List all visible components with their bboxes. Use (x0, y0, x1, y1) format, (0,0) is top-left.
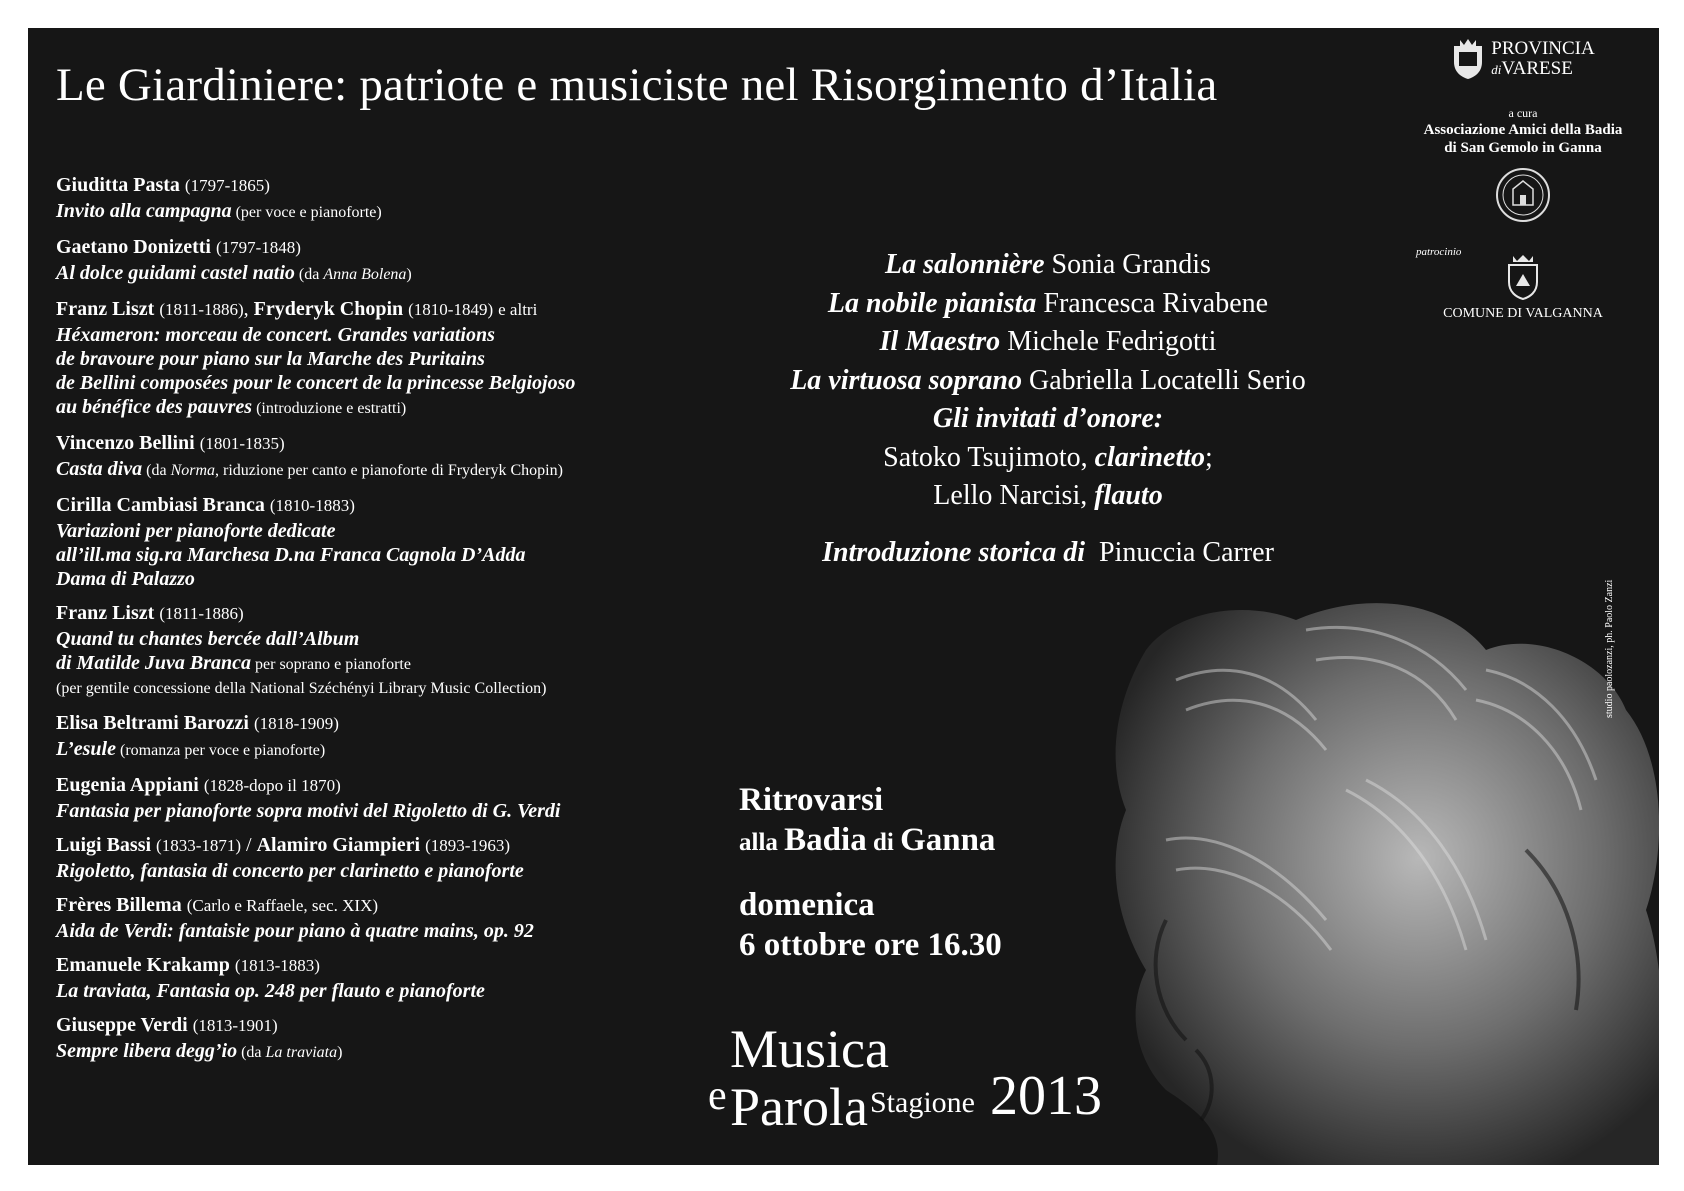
work-note: (da Anna Bolena) (294, 266, 412, 283)
guest-instrument: clarinetto (1094, 441, 1206, 473)
varese-text: VARESE (1501, 57, 1573, 79)
work-note: (introduzione e estratti) (252, 400, 407, 417)
performer-role: La virtuosa soprano (790, 364, 1023, 396)
a-cura-label: a cura (1508, 106, 1538, 120)
provincia-di-varese-logo (1398, 38, 1648, 80)
composer-extra: e altri (498, 300, 538, 319)
work-credit-note: (per gentile concessione della National Széchényi Library Music Collection) (56, 680, 547, 697)
program-item (56, 234, 756, 287)
event-day: domenica (739, 887, 875, 923)
work-title: L’esule (56, 738, 116, 760)
comune-di-valganna: COMUNE DI VALGANNA (1443, 306, 1603, 321)
historical-intro (718, 534, 1378, 573)
program-item (56, 430, 756, 483)
composer: Frères Billema (56, 894, 182, 916)
photo-credit: studio paolozanzi, ph. Paolo Zanzi (1604, 579, 1615, 718)
musica-e-parola-logo (708, 1018, 1158, 1165)
performer-role: La salonnière (885, 249, 1045, 280)
work-note: (per voce e pianoforte) (231, 204, 382, 221)
logo-stagione: Stagione (870, 1086, 975, 1119)
composer: Luigi Bassi (56, 834, 152, 856)
performer-name: Sonia Grandis (1044, 249, 1211, 280)
guests-heading: Gli invitati d’onore: (932, 403, 1164, 434)
program-item (56, 600, 756, 701)
concert-program (56, 172, 756, 1074)
composer-2-years: (1893-1963) (425, 836, 511, 855)
work-title: Invito alla campagna (56, 200, 232, 222)
statue-head-image (1106, 590, 1659, 1165)
performer-name: Francesca Rivabene (1036, 287, 1269, 319)
performer-role: La nobile pianista (827, 287, 1037, 319)
work-title: Fantasia per pianoforte sopra motivi del Rigoletto di G. Verdi (56, 800, 561, 822)
composer-years: (1797-1865) (184, 176, 270, 195)
program-item: Franz Liszt (1811-1886), Fryderyk Chopin (1810-1849) e altri Héxameron: morceau de concert. Grandes variations de bravoure pour piano sur la Marche des Puritains de Bellini composées pour le concert de la princesse Belgiojoso au bénéfice des pauvres (introduzione e estratti) (56, 296, 756, 421)
guest-instrument: flauto (1094, 480, 1163, 511)
work-title: La traviata, Fantasia op. 248 per flauto e pianoforte (56, 980, 485, 1002)
guest: Satoko Tsujimoto, clarinetto; (883, 441, 1213, 473)
performer (718, 362, 1378, 401)
intro-name: Pinuccia Carrer (1085, 536, 1274, 568)
composer-years: (1811-1886) (159, 300, 244, 319)
valganna-coat-of-arms-icon (1505, 254, 1541, 300)
program-item (56, 172, 756, 225)
logo-year: 2013 (990, 1065, 1102, 1127)
composer-years: (1801-1835) (199, 434, 285, 453)
work-title-line: di Matilde Juva Branca (56, 652, 252, 674)
work-title-line: au bénéfice des pauvres (56, 396, 253, 418)
guest-name: Lello Narcisi, (933, 480, 1095, 511)
composer: Eugenia Appiani (56, 774, 199, 796)
composer: Giuditta Pasta (56, 174, 180, 196)
association-seal-icon (1495, 167, 1551, 223)
composer: Vincenzo Bellini (56, 432, 195, 454)
di-text: di (1491, 61, 1502, 77)
composer-years: (1833-1871) (156, 836, 242, 855)
logo-parola: Parola (730, 1077, 868, 1137)
work-title-line: Dama di Palazzo (56, 568, 195, 590)
composer-years: (1797-1848) (215, 238, 301, 257)
provincia-text: PROVINCIA (1491, 37, 1595, 59)
program-item (56, 1012, 756, 1065)
association-name-1: Associazione Amici della Badia (1423, 122, 1623, 138)
program-item (56, 710, 756, 763)
composer: Elisa Beltrami Barozzi (56, 712, 249, 734)
composer: Franz Liszt (56, 602, 155, 624)
work-title: Sempre libera degg’io (56, 1040, 238, 1062)
composer-2: Alamiro Giampieri (256, 834, 421, 856)
event-line-1: Ritrovarsi (739, 782, 884, 818)
composer-years: (1811-1886) (159, 604, 244, 623)
work-title-line: Héxameron: morceau de concert. Grandes variations (56, 324, 495, 346)
composer-years: (Carlo e Raffaele, sec. XIX) (186, 896, 379, 915)
composer-years: (1813-1883) (234, 956, 320, 975)
event-info (739, 780, 1002, 965)
composer-years: (1813-1901) (192, 1016, 278, 1035)
program-item (56, 492, 756, 591)
composer-years: (1810-1883) (269, 496, 355, 515)
work-title: Aida de Verdi: fantaisie pour piano à quatre mains, op. 92 (56, 920, 534, 942)
intro-label: Introduzione storica di (822, 536, 1086, 568)
composer: Cirilla Cambiasi Branca (56, 494, 265, 516)
work-note: per soprano e pianoforte (251, 656, 411, 673)
work-title-line: de bravoure pour piano sur la Marche des Puritains (56, 348, 485, 370)
logo-musica: Musica (730, 1019, 889, 1079)
composer-separator: / (241, 834, 257, 856)
work-title: Al dolce guidami castel natio (56, 262, 295, 284)
work-title-line: de Bellini composées pour le concert de la princesse Belgiojoso (56, 372, 576, 394)
work-title-line: all’ill.ma sig.ra Marchesa D.na Franca Cagnola D’Adda (56, 544, 526, 566)
work-title-line: Variazioni per pianoforte dedicate (56, 520, 336, 542)
work-title: Casta diva (56, 458, 143, 480)
composer: Giuseppe Verdi (56, 1014, 188, 1036)
program-item (56, 892, 756, 943)
guest (718, 477, 1378, 516)
work-note: (romanza per voce e pianoforte) (116, 742, 326, 759)
composer: Emanuele Krakamp (56, 954, 230, 976)
performer-name: Michele Fedrigotti (1000, 326, 1217, 357)
composer-2-years: (1810-1849) (408, 300, 494, 319)
logo-e: e (708, 1073, 727, 1119)
poster-title: Le Giardiniere: patriote e musiciste nel Risorgimento d’Italia (56, 59, 1218, 111)
work-title-line: Quand tu chantes bercée dall’Album (56, 628, 360, 650)
program-item (56, 952, 756, 1003)
work-title: Rigoletto, fantasia di concerto per clarinetto e pianoforte (56, 860, 524, 882)
composer: Gaetano Donizetti (56, 236, 211, 258)
patrocinio-label: patrocinio (1416, 246, 1462, 258)
performer-name: Gabriella Locatelli Serio (1022, 364, 1306, 396)
performer (718, 285, 1378, 324)
work-note: (da La traviata) (237, 1044, 343, 1061)
work-note: (da Norma, riduzione per canto e pianoforte di Fryderyk Chopin) (142, 462, 563, 479)
composer-years: (1828-dopo il 1870) (203, 776, 341, 795)
guest-name: Satoko Tsujimoto, (883, 441, 1095, 473)
event-datetime: 6 ottobre ore 16.30 (739, 927, 1002, 963)
poster (28, 28, 1659, 1165)
performers (718, 246, 1378, 572)
performer-role: Il Maestro (879, 326, 1001, 357)
composer: Franz Liszt (56, 298, 155, 320)
program-item (56, 832, 756, 883)
event-venue: alla Badia di Ganna (739, 822, 996, 858)
composer-2: Fryderyk Chopin (253, 298, 404, 320)
performer (718, 323, 1378, 362)
program-item (56, 772, 756, 823)
sponsors (1398, 38, 1648, 322)
performer (718, 246, 1378, 285)
varese-coat-of-arms-icon (1451, 38, 1485, 80)
composer-years: (1818-1909) (253, 714, 339, 733)
association-name-2: di San Gemolo in Ganna (1444, 140, 1602, 156)
